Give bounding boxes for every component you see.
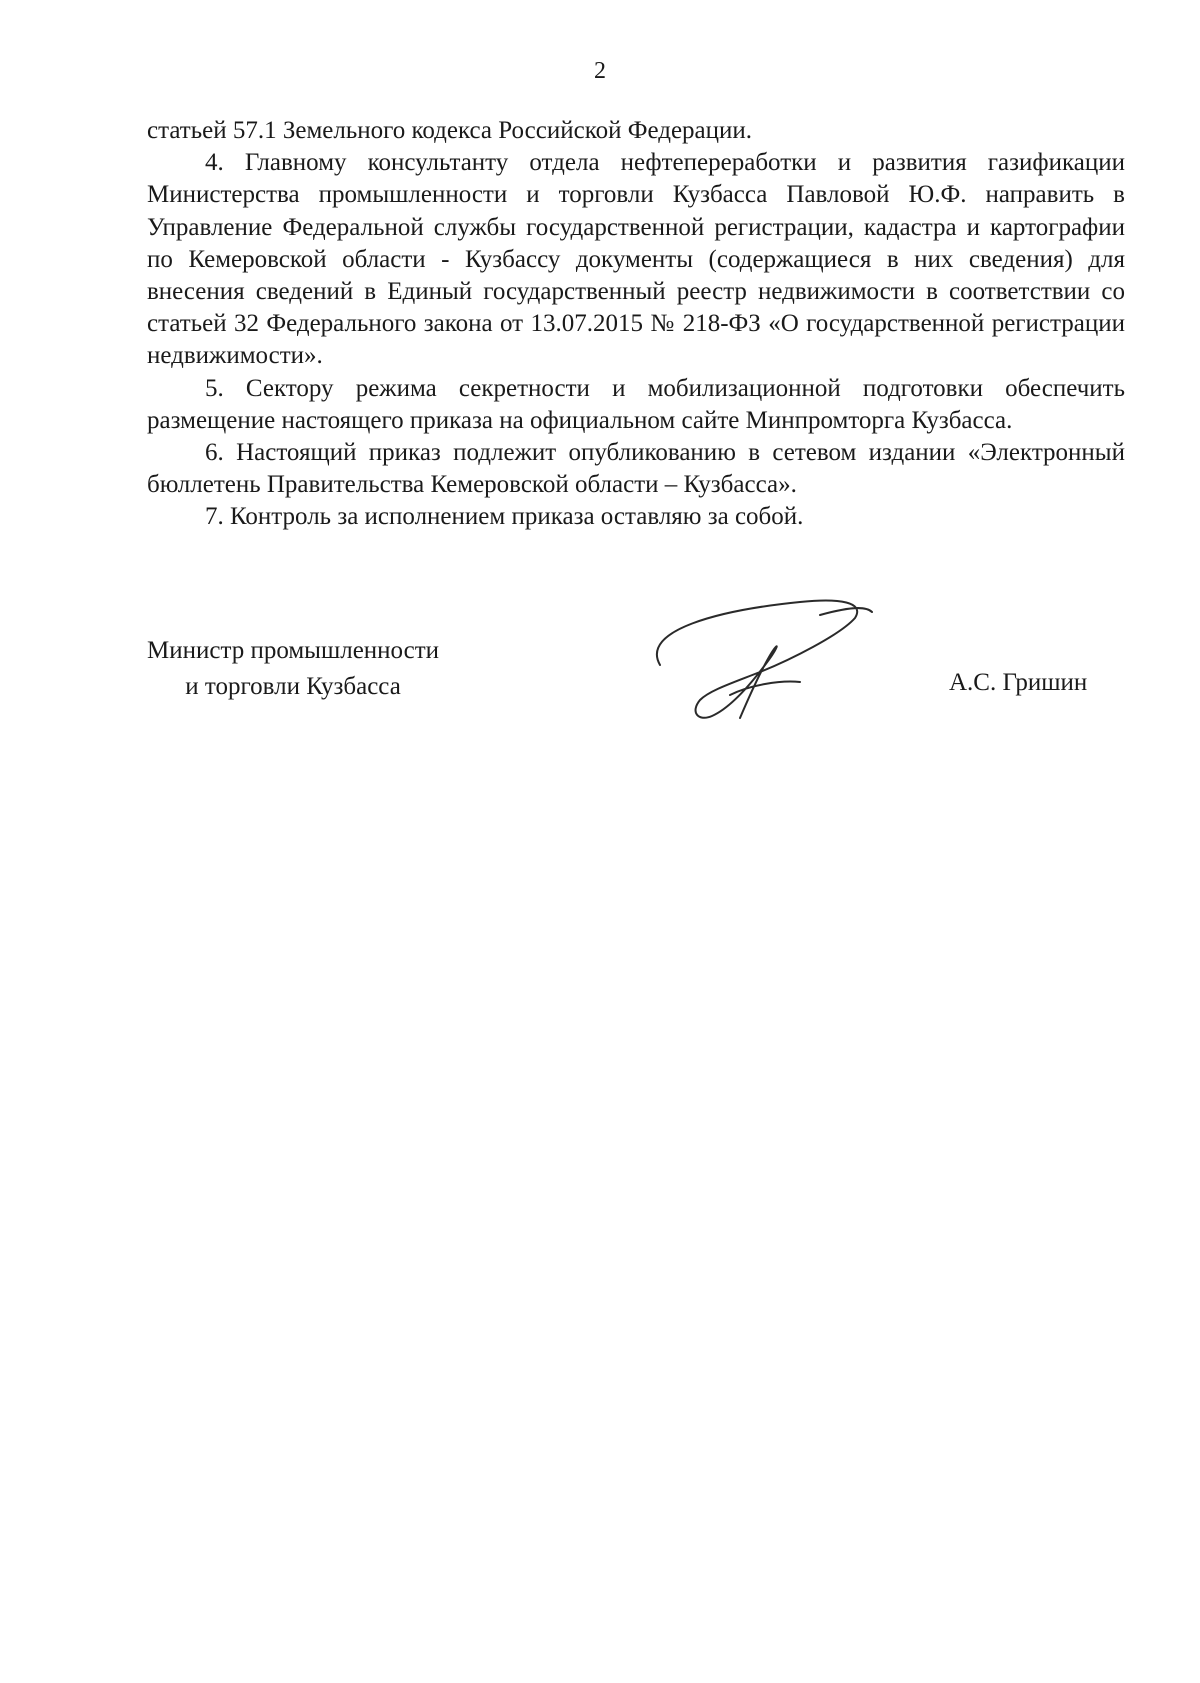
paragraph-continuation: статьей 57.1 Земельного кодекса Российской Федерации. <box>147 117 753 144</box>
handwritten-signature <box>640 590 880 730</box>
page-number: 2 <box>594 58 606 84</box>
paragraph-item-6: 6. Настоящий приказ подлежит опубликованию в сетевом издании «Электронный бюллетень Правительства Кемеровской области – Кузбасса». <box>147 439 1125 499</box>
signer-position-line-2: и торговли Кузбасса <box>185 673 401 700</box>
paragraph-item-5: 5. Сектору режима секретности и мобилизационной подготовки обеспечить размещение настоящего приказа на официальном сайте Минпромторга Кузбасса. <box>147 374 1125 434</box>
signer-position-line-1: Министр промышленности <box>147 637 440 664</box>
signature-block <box>0 0 1200 760</box>
paragraph-item-7: 7. Контроль за исполнением приказа оставляю за собой. <box>205 503 804 531</box>
paragraph-item-4: 4. Главному консультанту отдела нефтепереработки и развития газификации Министерства промышленности и торговли Кузбасса Павловой Ю.Ф. направить в Управление Федеральной службы государственной регистрации, кадастра и картографии по Кемеровской области - Кузбассу документы (содержащиеся в них сведения) для внесения сведений в Единый государственный реестр недвижимости в соответствии со статьей 32 Федерального закона от 13.07.2015 № 218-ФЗ «О государственной регистрации недвижимости». <box>147 149 1125 370</box>
signer-position <box>147 633 439 705</box>
signer-name: А.С. Гришин <box>949 669 1088 696</box>
